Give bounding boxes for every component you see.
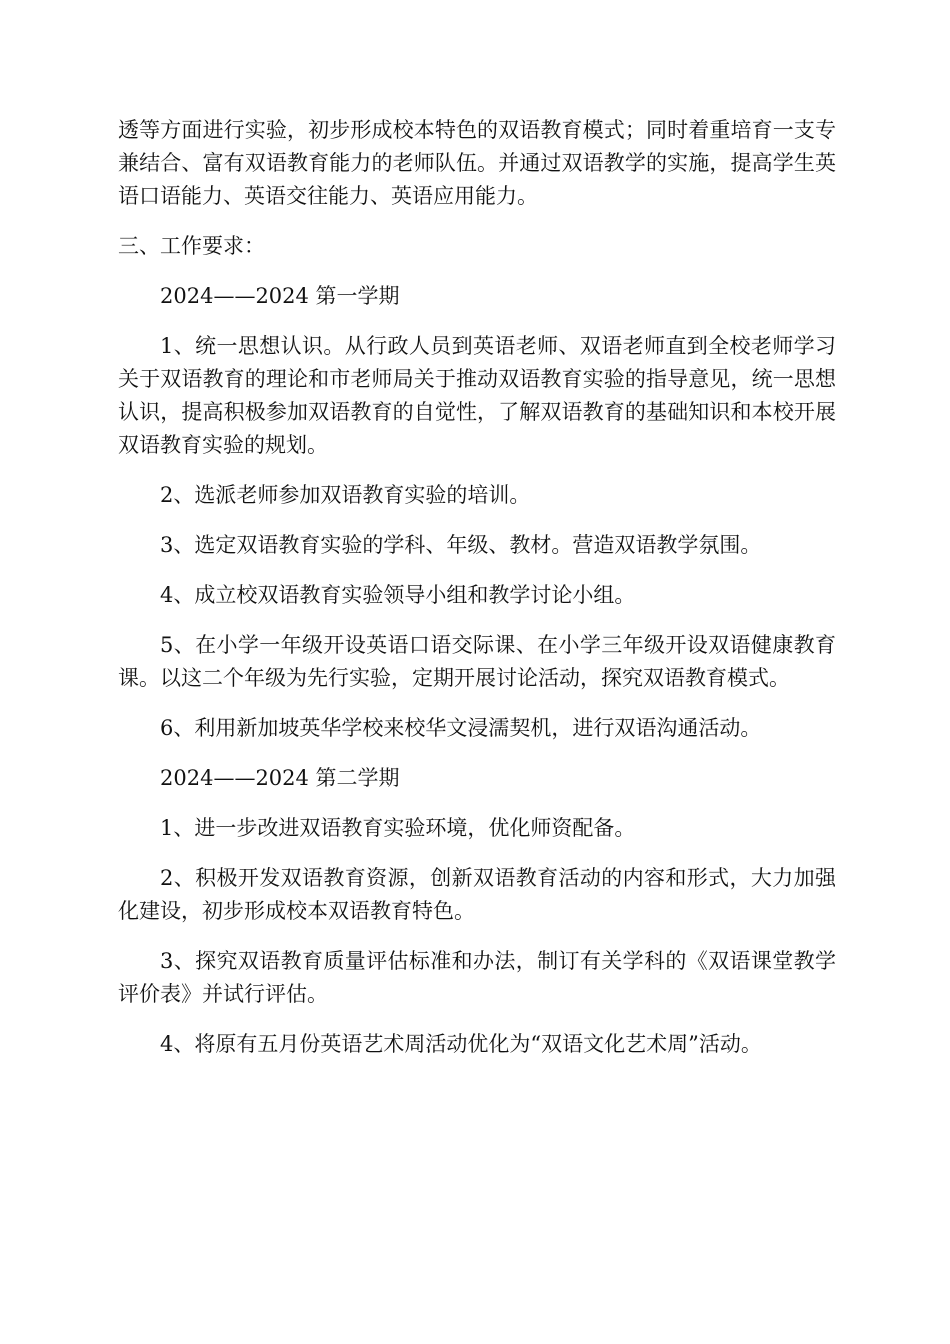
- term-1-heading: 2024——2024 第一学期: [160, 284, 400, 308]
- paragraph-intro-continuation: 透等方面进行实验，初步形成校本特色的双语教育模式；同时着重培育一支专兼结合、富有双语教育能力的老师队伍。并通过双语教学的实施，提高学生英语口语能力、英语交往能力、英语应用能力。: [118, 118, 836, 208]
- section-heading-work-requirements: 三、工作要求：: [118, 234, 265, 258]
- term-2-item-4: 4、将原有五月份英语艺术周活动优化为“双语文化艺术周”活动。: [160, 1032, 762, 1056]
- term-1-item-3: 3、选定双语教育实验的学科、年级、教材。营造双语教学氛围。: [160, 533, 762, 557]
- term-1-item-1: 1、统一思想认识。从行政人员到英语老师、双语老师直到全校老师学习关于双语教育的理论和市老师局关于推动双语教育实验的指导意见，统一思想认识，提高积极参加双语教育的自觉性，了解双语教育的基础知识和本校开展双语教育实验的规划。: [118, 334, 836, 457]
- document-body: [118, 114, 836, 1061]
- term-2-item-3: 3、探究双语教育质量评估标准和办法，制订有关学科的《双语课堂教学评价表》并试行评估。: [118, 949, 836, 1006]
- term-2-item-1: 1、进一步改进双语教育实验环境，优化师资配备。: [160, 816, 636, 840]
- term-2-heading: 2024——2024 第二学期: [160, 766, 400, 790]
- term-1-item-2: 2、选派老师参加双语教育实验的培训。: [160, 483, 531, 507]
- term-2-item-2: 2、积极开发双语教育资源，创新双语教育活动的内容和形式，大力加强化建设，初步形成校本双语教育特色。: [118, 866, 836, 923]
- term-1-item-4: 4、成立校双语教育实验领导小组和教学讨论小组。: [160, 583, 636, 607]
- term-1-item-5: 5、在小学一年级开设英语口语交际课、在小学三年级开设双语健康教育课。以这二个年级为先行实验，定期开展讨论活动，探究双语教育模式。: [118, 633, 836, 690]
- term-1-item-6: 6、利用新加坡英华学校来校华文浸濡契机，进行双语沟通活动。: [160, 716, 762, 740]
